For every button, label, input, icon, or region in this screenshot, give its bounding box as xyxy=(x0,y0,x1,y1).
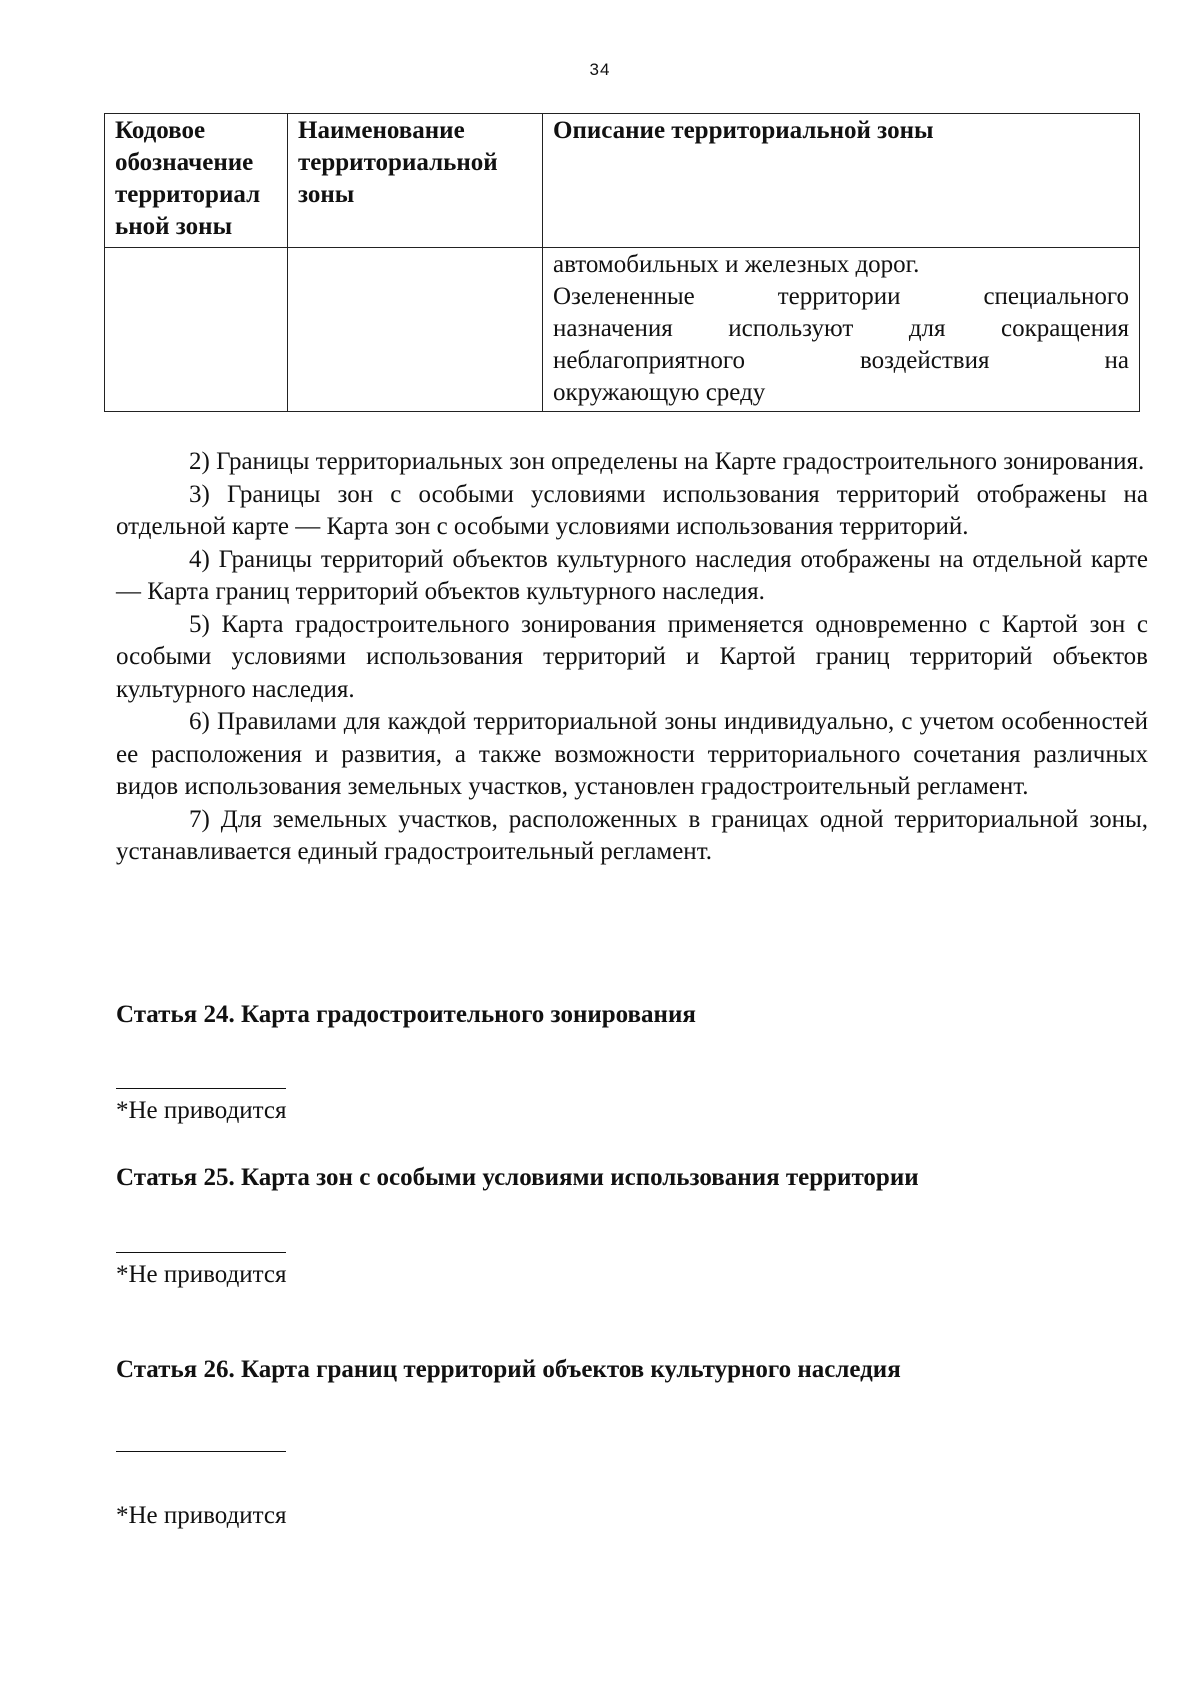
table-header-row xyxy=(105,114,1140,248)
paragraph-6: 6) Правилами для каждой территориальной зоны индивидуально, с учетом особенностей ее расположения и развития, а также возможности территориального сочетания различных видов использования земельных участков, установлен градостроительный регламент. xyxy=(116,708,1148,800)
paragraph-2: 2) Границы территориальных зон определены на Карте градостроительного зонирования. xyxy=(189,448,1145,475)
description-line: Озелененные территории специального xyxy=(553,283,1129,310)
cell-zone-description xyxy=(543,248,1140,412)
page-number: 34 xyxy=(589,60,611,79)
footnote-rule xyxy=(116,1451,286,1452)
body-text xyxy=(116,446,1148,869)
footnote-rule xyxy=(116,1088,286,1089)
description-line: окружающую среду xyxy=(553,379,766,406)
cell-zone-name xyxy=(288,248,543,412)
table-row xyxy=(105,248,1140,412)
article-26-title: Статья 26. Карта границ территорий объектов культурного наследия xyxy=(116,1356,901,1383)
paragraph-3: 3) Границы зон с особыми условиями использования территорий отображены на отдельной карте — Карта зон с особыми условиями использования территорий. xyxy=(116,480,1148,540)
header-zone-description: Описание территориальной зоны xyxy=(543,114,1140,248)
article-25-note: *Не приводится xyxy=(116,1261,287,1288)
zones-table xyxy=(104,113,1140,412)
cell-zone-code xyxy=(105,248,288,412)
article-24-title: Статья 24. Карта градостроительного зонирования xyxy=(116,1001,696,1028)
description-line: автомобильных и железных дорог. xyxy=(553,251,920,278)
footnote-rule xyxy=(116,1252,286,1253)
paragraph-5: 5) Карта градостроительного зонирования применяется одновременно с Картой зон с особыми условиями использования территорий и Картой границ территорий объектов культурного наследия. xyxy=(116,610,1148,703)
header-zone-code: Кодовое обозначение территориал ьной зоны xyxy=(105,114,288,248)
paragraph-4: 4) Границы территорий объектов культурного наследия отображены на отдельной карте — Карта границ территорий объектов культурного наследия. xyxy=(116,545,1148,605)
paragraph-7: 7) Для земельных участков, расположенных в границах одной территориальной зоны, устанавливается единый градостроительный регламент. xyxy=(116,805,1148,865)
description-line: назначения используют для сокращения xyxy=(553,315,1129,342)
header-zone-name: Наименование территориальной зоны xyxy=(288,114,543,248)
description-line: неблагоприятного воздействия на xyxy=(553,347,1129,374)
article-24-note: *Не приводится xyxy=(116,1097,287,1124)
article-25-title: Статья 25. Карта зон с особыми условиями использования территории xyxy=(116,1164,919,1191)
article-26-note: *Не приводится xyxy=(116,1502,287,1529)
